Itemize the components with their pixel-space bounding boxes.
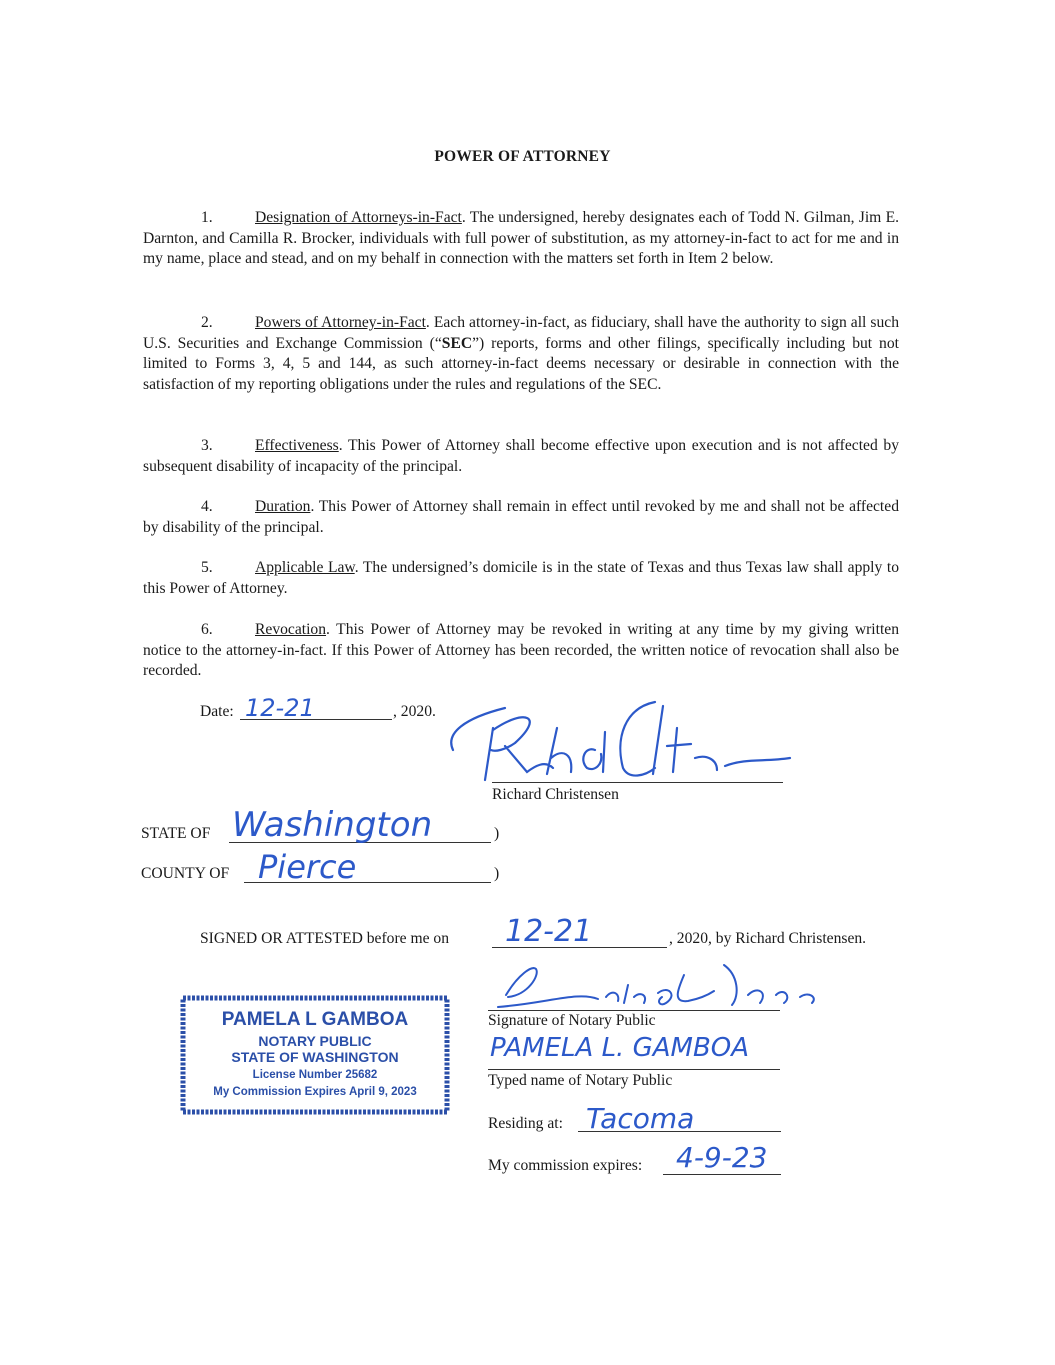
paragraph-text: . This Power of Attorney may be revoked in writing at any time by my giving written notice to the attorney-in-fact. If this Power of Attorney has been recorded, the written notice of revocation shall also be recorded. xyxy=(143,621,899,680)
paragraph-text: . The undersigned, hereby designates each of Todd N. Gilman, Jim E. Darnton, and Camilla R. Brocker, individuals with full power of substitution, as my attorney-in-fact to act for me and in my name, place and stead, and on my behalf in connection with the matters set forth in Item 2 below. xyxy=(143,209,899,268)
paragraph-3 xyxy=(143,436,899,477)
residing-handwritten: Tacoma xyxy=(586,1102,695,1135)
paragraph-text: . The undersigned’s domicile is in the state of Texas and thus Texas law shall apply to this Power of Attorney. xyxy=(143,559,899,597)
paragraph-heading: Duration xyxy=(255,498,311,515)
stamp-title: NOTARY PUBLIC xyxy=(258,1033,372,1049)
notary-signature-line xyxy=(488,1010,780,1011)
paragraph-text: . Each attorney-in-fact, as fiduciary, shall have the authority to sign all such U.S. Securities and Exchange Commission (“ xyxy=(143,314,900,352)
stamp-expiration: My Commission Expires April 9, 2023 xyxy=(213,1086,417,1098)
county-label: COUNTY OF xyxy=(141,865,230,882)
paragraph-heading: Effectiveness xyxy=(255,437,339,454)
date-year: , 2020. xyxy=(393,703,436,720)
state-paren: ) xyxy=(494,825,500,842)
document-title: POWER OF ATTORNEY xyxy=(434,148,611,165)
paragraph-heading: Powers of Attorney-in-Fact xyxy=(255,314,426,331)
paragraph-number: 4. xyxy=(201,498,213,515)
paragraph-text: ”) reports, forms and other filings, specifically including but not limited to Forms 3, 4, 5 and 144, as such attorney-in-fact deems necessary or desirable in connection with the satisfaction of my reporting obligations under the rules and regulations of the SEC. xyxy=(143,334,899,393)
paragraph-number: 1. xyxy=(201,209,213,226)
notary-signature xyxy=(488,955,838,1015)
sec-abbreviation: SEC xyxy=(441,334,473,352)
attestation-suffix: , 2020, by Richard Christensen. xyxy=(669,930,867,947)
commission-expires-label: My commission expires: xyxy=(488,1157,643,1174)
paragraph-4 xyxy=(143,497,899,538)
commission-expires-line xyxy=(663,1174,781,1175)
principal-signature xyxy=(445,688,815,788)
notary-typed-name-handwritten: PAMELA L. GAMBOA xyxy=(490,1033,750,1063)
attestation-handwritten-date: 12-21 xyxy=(505,914,593,949)
paragraph-text: . This Power of Attorney shall remain in effect until revoked by me and shall not be affected by disability of the principal. xyxy=(143,498,899,536)
paragraph-heading: Applicable Law xyxy=(255,559,355,576)
typed-name-label: Typed name of Notary Public xyxy=(488,1072,673,1089)
principal-name: Richard Christensen xyxy=(492,786,619,803)
state-label: STATE OF xyxy=(141,825,211,842)
paragraph-2 xyxy=(143,313,899,395)
stamp-state: STATE OF WASHINGTON xyxy=(231,1049,399,1065)
typed-name-line xyxy=(488,1069,780,1070)
commission-expires-handwritten: 4-9-23 xyxy=(676,1141,768,1174)
paragraph-6 xyxy=(143,620,899,682)
paragraph-number: 3. xyxy=(201,437,213,454)
paragraph-text: . This Power of Attorney shall become effective upon execution and is not affected by subsequent disability of incapacity of the principal. xyxy=(143,437,899,475)
paragraph-number: 2. xyxy=(201,314,213,331)
paragraph-heading: Revocation xyxy=(255,621,327,638)
notary-signature-label: Signature of Notary Public xyxy=(488,1012,656,1029)
county-handwritten: Pierce xyxy=(258,848,357,886)
paragraph-5 xyxy=(143,558,899,599)
attestation-prefix: SIGNED OR ATTESTED before me on xyxy=(200,930,450,947)
paragraph-heading: Designation of Attorneys-in-Fact xyxy=(255,209,462,226)
state-handwritten: Washington xyxy=(232,805,433,845)
county-paren: ) xyxy=(494,865,500,882)
date-label: Date: xyxy=(200,703,234,720)
signature-line xyxy=(492,782,783,783)
paragraph-number: 6. xyxy=(201,621,213,638)
residing-label: Residing at: xyxy=(488,1115,563,1132)
stamp-license: License Number 25682 xyxy=(252,1069,378,1081)
stamp-name: PAMELA L GAMBOA xyxy=(221,1009,409,1030)
paragraph-1 xyxy=(143,208,899,270)
date-handwritten: 12-21 xyxy=(245,694,315,722)
notary-stamp xyxy=(180,995,450,1115)
paragraph-number: 5. xyxy=(201,559,213,576)
